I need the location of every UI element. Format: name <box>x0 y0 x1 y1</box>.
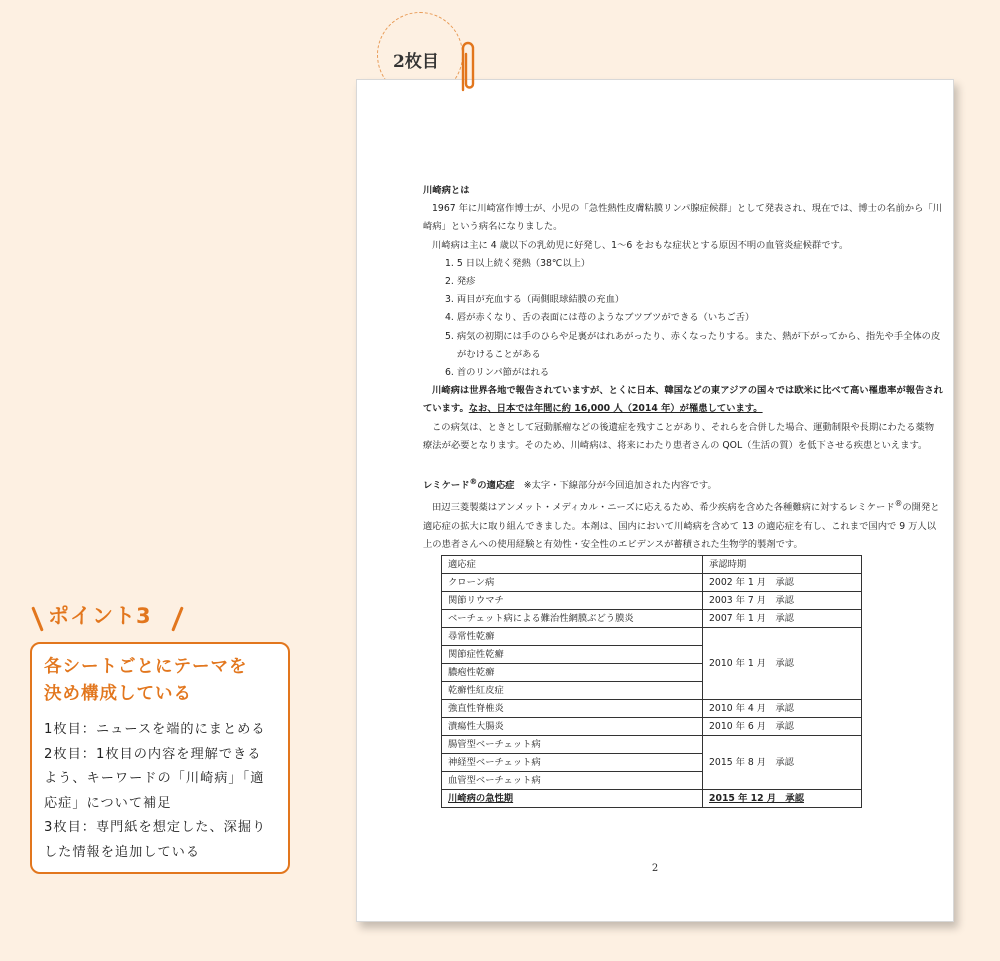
point-title: ポイント3 <box>48 604 152 628</box>
paperclip-icon <box>456 38 478 96</box>
table-row <box>442 700 862 718</box>
table-cell: 2007 年 1 月 承認 <box>703 610 862 628</box>
table-cell: 関節症性乾癬 <box>442 646 703 664</box>
table-row <box>442 628 862 646</box>
paragraph: 川崎病は主に 4 歳以下の乳幼児に好発し、1～6 をおもな症状とする原因不明の血管炎症候群です。 <box>432 239 849 251</box>
table-row <box>442 610 862 628</box>
callout-line: 3枚目：専門紙を想定した、深掘り <box>44 820 267 836</box>
document-body <box>423 182 943 808</box>
table-cell: 2015 年 8 月 承認 <box>703 736 862 790</box>
paragraph: この病気は、ときとして冠動脈瘤などの後遺症を残すことがあり、それらを合併した場合、運動制限や長期にわたる薬物療法が必要となります。そのため、川崎病は、将来にわたり患者さんの QOL（生活の質）を低下させる疾患といえます。 <box>423 421 935 451</box>
table-row <box>442 592 862 610</box>
emphasis-text: 川崎病は世界各地で報告されていますが、とくに日本、韓国などの東アジアの国々では欧米に比べて高い罹患率が報告されています。 <box>423 385 943 415</box>
callout-line: した情報を追加している <box>44 844 201 860</box>
paragraph: 1967 年に川崎富作博士が、小児の「急性熱性皮膚粘膜リンパ腺症候群」として発表され、現在では、博士の名前から「川崎病」という病名になりました。 <box>423 203 942 233</box>
section-heading-indications: レミケード®の適応症 ※太字・下線部分が今回追加された内容です。 <box>423 477 717 492</box>
callout-line: よう、キーワードの「川崎病」「適 <box>44 771 265 787</box>
tab-label: 2枚目 <box>393 52 439 72</box>
list-item: 5. 病気の初期には手のひらや足裏がはれあがったり、赤くなったりする。また、熱が下がってから、指先や手全体の皮がむけることがある <box>445 330 941 360</box>
paragraph-emphasis <box>423 382 943 418</box>
table-cell: 川崎病の急性期 <box>442 790 703 808</box>
emphasis-underlined-text: なお、日本では年間に約 16,000 人（2014 年）が罹患しています。 <box>468 403 763 415</box>
table-cell: 2002 年 1 月 承認 <box>703 574 862 592</box>
table-row <box>442 718 862 736</box>
symptom-list <box>423 255 943 382</box>
section-heading-kawasaki: 川崎病とは <box>423 185 470 196</box>
document-page <box>356 79 954 922</box>
list-item: 6. 首のリンパ節がはれる <box>445 367 550 379</box>
list-item: 1. 5 日以上続く発熱（38℃以上） <box>445 257 591 269</box>
table-row <box>442 790 862 808</box>
table-cell: 乾癬性紅皮症 <box>442 682 703 700</box>
table-cell: 強直性脊椎炎 <box>442 700 703 718</box>
table-cell: 2010 年 1 月 承認 <box>703 628 862 700</box>
list-item: 4. 唇が赤くなり、舌の表面には苺のようなブツブツができる（いちご舌） <box>445 312 755 324</box>
callout-headline: 各シートごとにテーマを 決め構成している <box>44 657 248 704</box>
table-cell: 膿疱性乾癬 <box>442 664 703 682</box>
registered-mark: ® <box>894 499 903 509</box>
table-cell: 腸管型ベーチェット病 <box>442 736 703 754</box>
paragraph: 田辺三菱製薬はアンメット・メディカル・ニーズに応えるため、希少疾病を含めた各種難病に対するレミケード®の開発と適応症の拡大に取り組んできました。本剤は、国内において川崎病を含めて 13 の適応症を有し、これまで国内で 9 万人以上の患者さんへの使用経験と有効性・安全性のエビデンスが蓄積された生物学的製剤です。 <box>423 499 940 550</box>
callout-line: 2枚目：1枚目の内容を理解できる <box>44 746 262 762</box>
table-cell: ベーチェット病による難治性網膜ぶどう膜炎 <box>442 610 703 628</box>
table-cell: 尋常性乾癬 <box>442 628 703 646</box>
table-row <box>442 574 862 592</box>
table-cell: 潰瘍性大腸炎 <box>442 718 703 736</box>
table-cell: 2003 年 7 月 承認 <box>703 592 862 610</box>
table-cell: 血管型ベーチェット病 <box>442 772 703 790</box>
table-cell: 2015 年 12 月 承認 <box>703 790 862 808</box>
point-callout-box <box>30 642 290 874</box>
table-header-cell: 適応症 <box>442 556 703 574</box>
table-cell: クローン病 <box>442 574 703 592</box>
page-number: 2 <box>651 863 659 874</box>
table-header-row <box>442 556 862 574</box>
registered-mark: ® <box>469 477 478 487</box>
decorative-slash <box>171 606 184 631</box>
callout-line: 応症」について補足 <box>44 795 172 811</box>
table-cell: 2010 年 6 月 承認 <box>703 718 862 736</box>
table-cell: 2010 年 4 月 承認 <box>703 700 862 718</box>
list-item: 3. 両目が充血する（両側眼球結膜の充血） <box>445 294 625 306</box>
indications-table <box>441 555 862 808</box>
table-cell: 関節リウマチ <box>442 592 703 610</box>
table-header-cell: 承認時期 <box>703 556 862 574</box>
list-item: 2. 発疹 <box>445 276 476 288</box>
callout-body <box>44 718 276 866</box>
note-text: ※太字・下線部分が今回追加された内容です。 <box>523 480 717 492</box>
table-cell: 神経型ベーチェット病 <box>442 754 703 772</box>
callout-line: 1枚目：ニュースを端的にまとめる <box>44 722 266 737</box>
table-row <box>442 736 862 754</box>
